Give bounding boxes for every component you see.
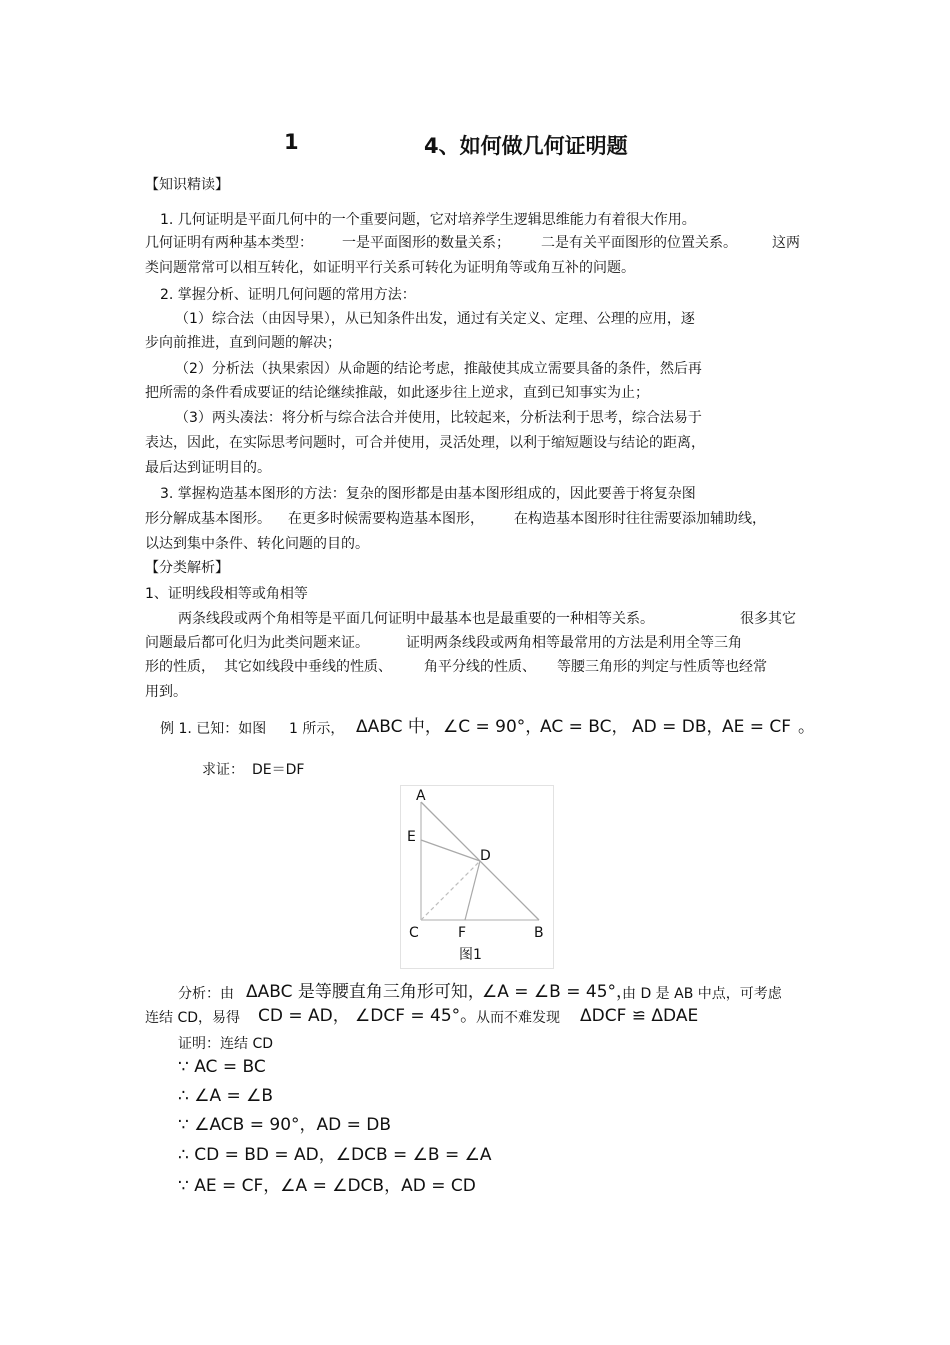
prove-label: 求证： bbox=[202, 762, 244, 778]
analysis-line: ΔDCF ≌ ΔDAE bbox=[580, 1006, 699, 1026]
paragraph-line: 用到。 bbox=[145, 684, 187, 700]
paragraph-line: 这两 bbox=[772, 235, 800, 251]
segment-ed bbox=[421, 840, 480, 861]
paragraph-line: 几何证明有两种基本类型： bbox=[145, 235, 313, 251]
paragraph-line: 把所需的条件看成要证的结论继续推敲，如此逐步往上逆求，直到已知事实为止； bbox=[145, 385, 649, 401]
analysis-line: 由 D 是 AB 中点，可考虑 bbox=[622, 986, 782, 1002]
paragraph-line: 问题最后都可化归为此类问题来证。 bbox=[145, 635, 369, 651]
analysis-line: 从而不难发现 bbox=[476, 1010, 560, 1026]
paragraph-line: 两条线段或两个角相等是平面几何证明中最基本也是最重要的一种相等关系。 bbox=[178, 611, 654, 627]
paragraph-line: 二是有关平面图形的位置关系。 bbox=[541, 235, 737, 251]
sentence-end: 。 bbox=[798, 717, 815, 737]
figure-caption: 图1 bbox=[459, 947, 482, 963]
subsection-title: 1、证明线段相等或角相等 bbox=[145, 586, 308, 602]
title-number: 1 bbox=[284, 130, 299, 154]
paragraph-line: 角平分线的性质、 bbox=[424, 659, 536, 675]
figure-reference: 1 所示， bbox=[289, 721, 345, 737]
paragraph-line: （1）综合法（由因导果），从已知条件出发，通过有关定义、定理、公理的应用，逐 bbox=[175, 311, 695, 327]
paragraph-line: 在更多时候需要构造基本图形， bbox=[288, 511, 484, 527]
paragraph-line: （2）分析法（执果索因）从命题的结论考虑，推敲使其成立需要具备的条件，然后再 bbox=[175, 361, 702, 377]
knowledge-heading: 【知识精读】 bbox=[145, 177, 229, 193]
analysis-line: 连结 CD，易得 bbox=[145, 1010, 241, 1026]
condition-ae-cf: AE = CF bbox=[722, 717, 792, 737]
paragraph-line: 1. 几何证明是平面几何中的一个重要问题，它对培养学生逻辑思维能力有着很大作用。 bbox=[160, 212, 696, 228]
paragraph-line: 等腰三角形的判定与性质等也经常 bbox=[557, 659, 767, 675]
analysis-line: CD = AD， bbox=[258, 1006, 350, 1026]
condition-ac-bc: AC = BC， bbox=[540, 717, 629, 737]
proof-label: 证明：连结 CD bbox=[178, 1036, 274, 1052]
label-f: F bbox=[458, 925, 467, 941]
paragraph-line: 很多其它 bbox=[740, 611, 796, 627]
proof-step: ∴ CD = BD = AD，∠DCB = ∠B = ∠A bbox=[178, 1145, 492, 1165]
page-title: 4、如何做几何证明题 bbox=[424, 134, 628, 158]
label-c: C bbox=[409, 925, 419, 941]
proof-step: ∵ ∠ACB = 90°，AD = DB bbox=[178, 1115, 392, 1135]
example-lead: 例 1. 已知：如图 bbox=[160, 721, 267, 737]
label-a: A bbox=[416, 788, 426, 804]
paragraph-line: 2. 掌握分析、证明几何问题的常用方法： bbox=[160, 287, 416, 303]
label-b: B bbox=[534, 925, 544, 941]
paragraph-line: 形的性质， bbox=[145, 659, 215, 675]
triangle-abc: ΔABC 中， bbox=[356, 717, 442, 737]
paragraph-line: 3. 掌握构造基本图形的方法：复杂的图形都是由基本图形组成的，因此要善于将复杂图 bbox=[160, 486, 696, 502]
analysis-line: ∠DCF = 45°。 bbox=[355, 1006, 478, 1026]
condition-ad-db: AD = DB， bbox=[632, 717, 724, 737]
paragraph-line: 一是平面图形的数量关系； bbox=[342, 235, 510, 251]
geometry-figure bbox=[400, 785, 554, 969]
analysis-heading: 【分类解析】 bbox=[145, 560, 229, 576]
segment-df bbox=[465, 861, 480, 920]
analysis-line: ∠A = ∠B = 45°， bbox=[482, 982, 634, 1002]
label-d: D bbox=[480, 848, 491, 864]
proof-step: ∴ ∠A = ∠B bbox=[178, 1086, 274, 1106]
paragraph-line: 表达，因此，在实际思考问题时，可合并使用，灵活处理，以利于缩短题设与结论的距离， bbox=[145, 435, 705, 451]
analysis-line: 分析：由 bbox=[178, 986, 234, 1002]
figure-diagram bbox=[401, 786, 553, 968]
paragraph-line: （3）两头凑法：将分析与综合法合并使用，比较起来，分析法利于思考，综合法易于 bbox=[175, 410, 702, 426]
paragraph-line: 形分解成基本图形。 bbox=[145, 511, 271, 527]
proof-step: ∵ AC = BC bbox=[178, 1057, 266, 1077]
condition-angle-c: ∠C = 90°， bbox=[443, 717, 543, 737]
prove-statement: DE＝DF bbox=[252, 762, 305, 778]
proof-step: ∵ AE = CF，∠A = ∠DCB，AD = CD bbox=[178, 1176, 476, 1196]
paragraph-line: 类问题常常可以相互转化，如证明平行关系可转化为证明角等或角互补的问题。 bbox=[145, 260, 635, 276]
label-e: E bbox=[407, 829, 416, 845]
paragraph-line: 在构造基本图形时往往需要添加辅助线， bbox=[514, 511, 766, 527]
paragraph-line: 以达到集中条件、转化问题的目的。 bbox=[145, 536, 369, 552]
analysis-line: ΔABC 是等腰直角三角形可知， bbox=[246, 982, 485, 1002]
paragraph-line: 其它如线段中垂线的性质、 bbox=[224, 659, 392, 675]
paragraph-line: 步向前推进，直到问题的解决； bbox=[145, 335, 341, 351]
paragraph-line: 证明两条线段或两角相等最常用的方法是利用全等三角 bbox=[406, 635, 742, 651]
segment-cd-dashed bbox=[421, 861, 480, 920]
paragraph-line: 最后达到证明目的。 bbox=[145, 460, 271, 476]
